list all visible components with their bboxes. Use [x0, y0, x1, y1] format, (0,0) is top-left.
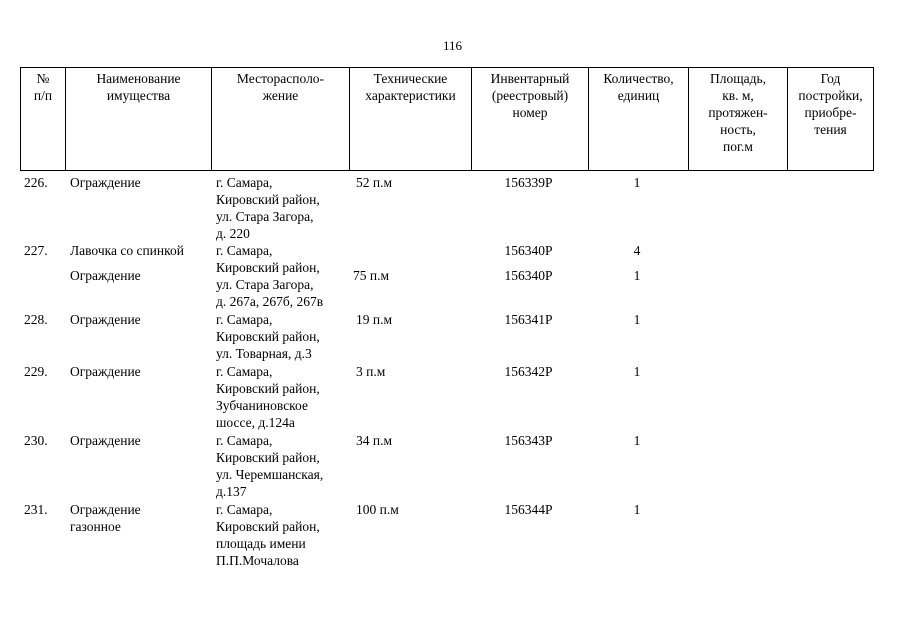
row-num: 227.: [24, 243, 48, 258]
row-quantity: 1: [633, 312, 641, 327]
row-quantity: 4: [633, 243, 641, 258]
row-location: г. Самара, Кировский район, ул. Стара Загора, д. 220: [216, 175, 320, 241]
row-name: Ограждение: [70, 433, 141, 448]
table-row: [20, 432, 874, 501]
table-header: [20, 67, 874, 171]
row-location: г. Самара, Кировский район, площадь имени П.П.Мочалова: [216, 502, 320, 568]
row-sub-name: Ограждение: [70, 268, 141, 283]
row-name: Ограждение: [70, 364, 141, 379]
table-row: [20, 242, 874, 311]
row-tech: 100 п.м: [356, 502, 399, 517]
row-name: Ограждение: [70, 312, 141, 327]
table-row: [20, 174, 874, 242]
row-sub-quantity: 1: [633, 268, 641, 283]
row-num: 226.: [24, 175, 48, 190]
row-num: 230.: [24, 433, 48, 448]
table-row: [20, 501, 874, 570]
header-name: Наименование имущества: [65, 68, 211, 170]
row-location: г. Самара, Кировский район, ул. Черемшанская, д.137: [216, 433, 324, 499]
row-tech: 3 п.м: [356, 364, 386, 379]
header-location: Месторасполо- жение: [211, 68, 349, 170]
row-sub-tech: 75 п.м: [353, 268, 390, 283]
row-quantity: 1: [633, 502, 641, 517]
row-inventory: 156339Р: [504, 175, 553, 190]
row-inventory: 156340Р: [504, 243, 553, 258]
table-body: [20, 174, 874, 570]
row-inventory: 156341Р: [504, 312, 553, 327]
row-name: Ограждение газонное: [70, 502, 141, 534]
row-quantity: 1: [633, 175, 641, 190]
header-year: Год постройки, приобре- тения: [787, 68, 873, 170]
page-number: 116: [442, 38, 463, 53]
table-row: [20, 363, 874, 432]
row-inventory: 156342Р: [504, 364, 553, 379]
row-num: 231.: [24, 502, 48, 517]
row-location: г. Самара, Кировский район, Зубчаниновское шоссе, д.124а: [216, 364, 320, 430]
row-tech: 19 п.м: [356, 312, 393, 327]
row-name: Ограждение: [70, 175, 141, 190]
header-quantity: Количество, единиц: [588, 68, 688, 170]
row-quantity: 1: [633, 364, 641, 379]
row-num: 229.: [24, 364, 48, 379]
row-tech: 52 п.м: [356, 175, 393, 190]
header-num: № п/п: [33, 71, 53, 103]
row-tech: 34 п.м: [356, 433, 393, 448]
header-area: Площадь, кв. м, протяжен- ность, пог.м: [688, 68, 787, 170]
row-location: г. Самара, Кировский район, ул. Стара Загора, д. 267а, 267б, 267в: [216, 243, 324, 309]
header-inventory: Инвентарный (реестровый) номер: [471, 68, 588, 170]
table-row: [20, 311, 874, 363]
row-inventory: 156344Р: [504, 502, 553, 517]
row-location: г. Самара, Кировский район, ул. Товарная, д.3: [216, 312, 320, 361]
row-name: Лавочка со спинкой: [70, 243, 184, 258]
row-inventory: 156343Р: [504, 433, 553, 448]
header-tech: Технические характеристики: [349, 68, 471, 170]
row-quantity: 1: [633, 433, 641, 448]
row-sub-inventory: 156340Р: [504, 268, 553, 283]
row-num: 228.: [24, 312, 48, 327]
